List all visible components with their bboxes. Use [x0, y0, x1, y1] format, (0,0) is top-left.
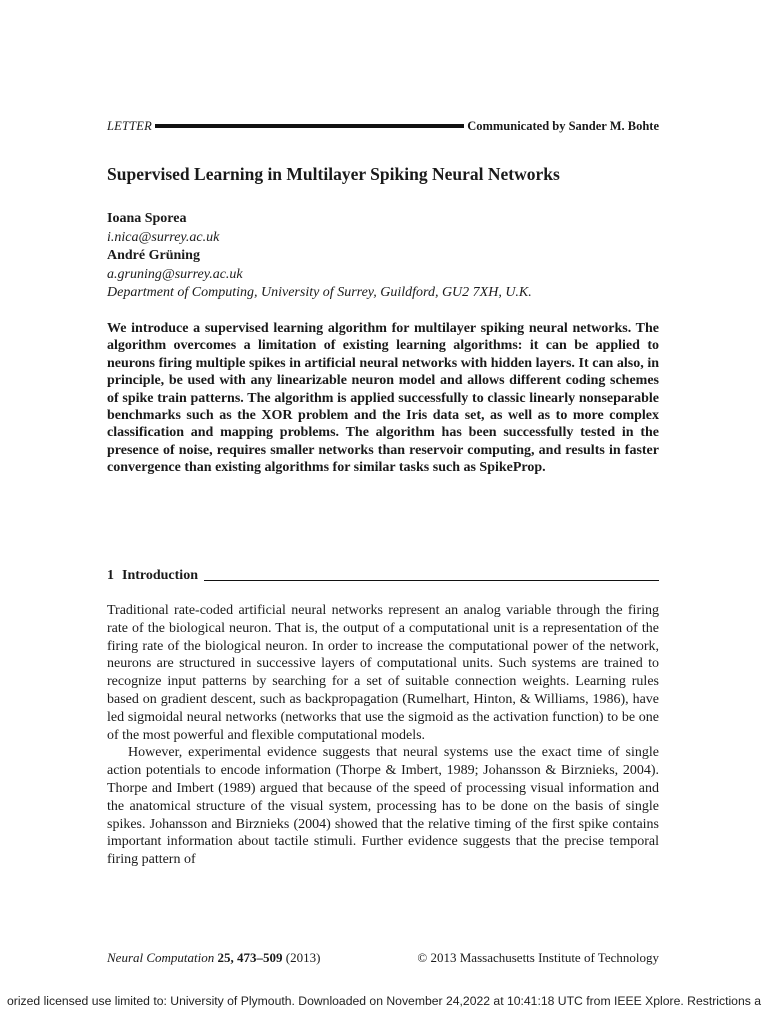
- header-rule: [155, 124, 464, 128]
- author-name: Ioana Sporea: [107, 211, 187, 226]
- section-rule: [204, 580, 659, 581]
- paragraph: However, experimental evidence suggests that neural systems use the exact time of single action potentials to encode information (Thorpe & Imbert, 1989; Johansson & Birznieks, 2004). Thorpe and Imbert (1989) argued that because of the speed of processing visual information and the anatomical structure of the visual system, processing has to be done on the basis of single spikes. Johansson and Birznieks (2004) showed that the relative timing of the first spike contains important information about tactile stimuli. Further evidence suggests that the precise temporal firing pattern of: [107, 745, 659, 868]
- letter-label: LETTER: [107, 118, 152, 133]
- page-footer: [107, 950, 659, 966]
- citation: [107, 950, 320, 966]
- author-email: a.gruning@surrey.ac.uk: [107, 266, 243, 282]
- affiliation: Department of Computing, University of Surrey, Guildford, GU2 7XH, U.K.: [107, 285, 532, 300]
- author-block: [107, 210, 667, 303]
- author-name: André Grüning: [107, 248, 200, 263]
- paragraph: Traditional rate-coded artificial neural networks represent an analog variable through the firing rate of the biological neuron. That is, the output of a computational unit is a representation of the firing rate of the biological neuron. In order to increase the computational power of the network, neurons are structured in successive layers of computational units. Such systems are trained to recognize input patterns by searching for a set of suitable connection weights. Learning rules based on gradient descent, such as backpropagation (Rumelhart, Hinton, & Williams, 1986), have led sigmoidal neural networks (networks that use the sigmoid as the activation function) to be one of the most powerful and flexible computational models.: [107, 603, 659, 743]
- author-email: i.nica@surrey.ac.uk: [107, 229, 220, 245]
- body-text: [107, 602, 659, 869]
- abstract: We introduce a supervised learning algorithm for multilayer spiking neural networks. The algorithm overcomes a limitation of existing learning algorithms: it can be applied to neurons firing multiple spikes in artificial neural networks with hidden layers. It can also, in principle, be used with any linearizable neuron model and allows different coding schemes of spike train patterns. The algorithm is applied successfully to classic linearly nonseparable benchmarks such as the XOR problem and the Iris data set, as well as to more complex classification and mapping problems. The algorithm has been successfully tested in the presence of noise, requires smaller networks than reservoir computing, and results in faster convergence than existing algorithms for similar tasks such as SpikeProp.: [107, 321, 659, 476]
- section-heading: [107, 566, 659, 586]
- letter-header: [107, 117, 659, 135]
- communicated-by: Communicated by Sander M. Bohte: [467, 118, 659, 133]
- section-title: Introduction: [122, 568, 198, 583]
- volume-pages: 25, 473–509: [217, 950, 283, 965]
- paper-title: Supervised Learning in Multilayer Spiking Neural Networks: [107, 164, 560, 184]
- journal-name: Neural Computation: [107, 950, 215, 965]
- section-number: 1: [107, 568, 114, 583]
- year: (2013): [285, 950, 321, 965]
- copyright: © 2013 Massachusetts Institute of Technology: [417, 950, 659, 965]
- license-banner: orized licensed use limited to: University of Plymouth. Downloaded on November 24,2022 at 10:41:18 UTC from IEEE Xplore. Restrictions a: [7, 994, 761, 1008]
